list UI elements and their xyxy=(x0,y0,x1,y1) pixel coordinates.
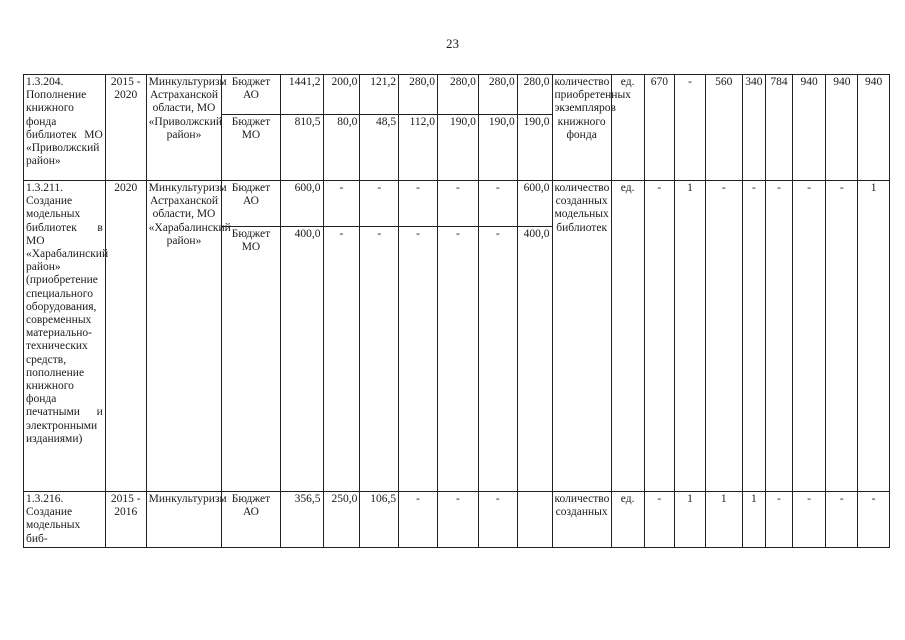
target-2020b: 940 xyxy=(858,75,890,181)
period: 2020 xyxy=(105,181,146,492)
target-base: - xyxy=(644,181,675,492)
page-number: 23 xyxy=(446,36,459,51)
target-2020a: - xyxy=(826,492,858,548)
target-2016: - xyxy=(705,181,742,492)
amount-2020: 190,0 xyxy=(517,115,552,181)
target-2020a: - xyxy=(826,181,858,492)
period: 2015 - 2020 xyxy=(105,75,146,181)
indicator: количество созданных модельных библиотек xyxy=(552,181,611,492)
target-2020b: 1 xyxy=(858,181,890,492)
target-2019: - xyxy=(792,492,826,548)
total-amount: 356,5 xyxy=(280,492,323,548)
amount-2015: 200,0 xyxy=(323,75,360,115)
amount-2020: 280,0 xyxy=(517,75,552,115)
amount-2017: - xyxy=(399,492,438,548)
funding-source: Бюджет МО xyxy=(222,227,280,492)
total-amount: 600,0 xyxy=(280,181,323,227)
total-amount: 1441,2 xyxy=(280,75,323,115)
unit: ед. xyxy=(611,492,644,548)
funding-source: Бюджет АО xyxy=(222,75,280,115)
unit: ед. xyxy=(611,75,644,181)
period: 2015 - 2016 xyxy=(105,492,146,548)
target-2017: 1 xyxy=(742,492,766,548)
executor: Минкультуризм xyxy=(146,492,222,548)
amount-2018: - xyxy=(438,181,479,227)
unit: ед. xyxy=(611,181,644,492)
amount-2017: - xyxy=(399,227,438,492)
target-2015: - xyxy=(675,75,706,181)
amount-2016: 106,5 xyxy=(360,492,399,548)
amount-2019: 190,0 xyxy=(478,115,517,181)
target-2016: 560 xyxy=(705,75,742,181)
target-2016: 1 xyxy=(705,492,742,548)
target-2019: - xyxy=(792,181,826,492)
program-table xyxy=(23,74,890,548)
target-2019: 940 xyxy=(792,75,826,181)
target-2018: - xyxy=(766,492,793,548)
indicator: количество созданных xyxy=(552,492,611,548)
amount-2015: 80,0 xyxy=(323,115,360,181)
executor: Минкультуризм Астраханской области, МО «Приволжский район» xyxy=(146,75,222,181)
amount-2016: - xyxy=(360,227,399,492)
target-2017: 340 xyxy=(742,75,766,181)
table-row xyxy=(24,75,890,115)
measure-title: 1.3.216. Создание модельных биб- xyxy=(24,492,106,548)
measure-title: 1.3.211. Создание модельных библиотек в МО «Харабалинский район» (приобретение специального оборудования, современных материально-технических средств, пополнение книжного фонда печатными и электронными изданиями) xyxy=(24,181,106,492)
amount-2018: 190,0 xyxy=(438,115,479,181)
amount-2018: 280,0 xyxy=(438,75,479,115)
funding-source: Бюджет АО xyxy=(222,492,280,548)
funding-source: Бюджет АО xyxy=(222,181,280,227)
amount-2020: 600,0 xyxy=(517,181,552,227)
table-row xyxy=(24,492,890,548)
amount-2016: 48,5 xyxy=(360,115,399,181)
amount-2020: 400,0 xyxy=(517,227,552,492)
amount-2018: - xyxy=(438,227,479,492)
total-amount: 400,0 xyxy=(280,227,323,492)
amount-2016: - xyxy=(360,181,399,227)
indicator: количество приобретенных экземпляров книжного фонда xyxy=(552,75,611,181)
amount-2019: - xyxy=(478,181,517,227)
target-2018: 784 xyxy=(766,75,793,181)
amount-2018: - xyxy=(438,492,479,548)
total-amount: 810,5 xyxy=(280,115,323,181)
amount-2015: - xyxy=(323,227,360,492)
amount-2017: 112,0 xyxy=(399,115,438,181)
amount-2019: - xyxy=(478,492,517,548)
amount-2019: - xyxy=(478,227,517,492)
amount-2019: 280,0 xyxy=(478,75,517,115)
target-2020b: - xyxy=(858,492,890,548)
amount-2017: 280,0 xyxy=(399,75,438,115)
executor: Минкультуризм Астраханской области, МО «Харабалинский район» xyxy=(146,181,222,492)
amount-2016: 121,2 xyxy=(360,75,399,115)
target-base: 670 xyxy=(644,75,675,181)
amount-2017: - xyxy=(399,181,438,227)
amount-2020 xyxy=(517,492,552,548)
amount-2015: 250,0 xyxy=(323,492,360,548)
target-2017: - xyxy=(742,181,766,492)
funding-source: Бюджет МО xyxy=(222,115,280,181)
amount-2015: - xyxy=(323,181,360,227)
target-2020a: 940 xyxy=(826,75,858,181)
target-2018: - xyxy=(766,181,793,492)
measure-title: 1.3.204. Пополнение книжного фонда библиотек МО «Приволжский район» xyxy=(24,75,106,181)
target-2015: 1 xyxy=(675,181,706,492)
target-2015: 1 xyxy=(675,492,706,548)
target-base: - xyxy=(644,492,675,548)
table-row xyxy=(24,181,890,227)
